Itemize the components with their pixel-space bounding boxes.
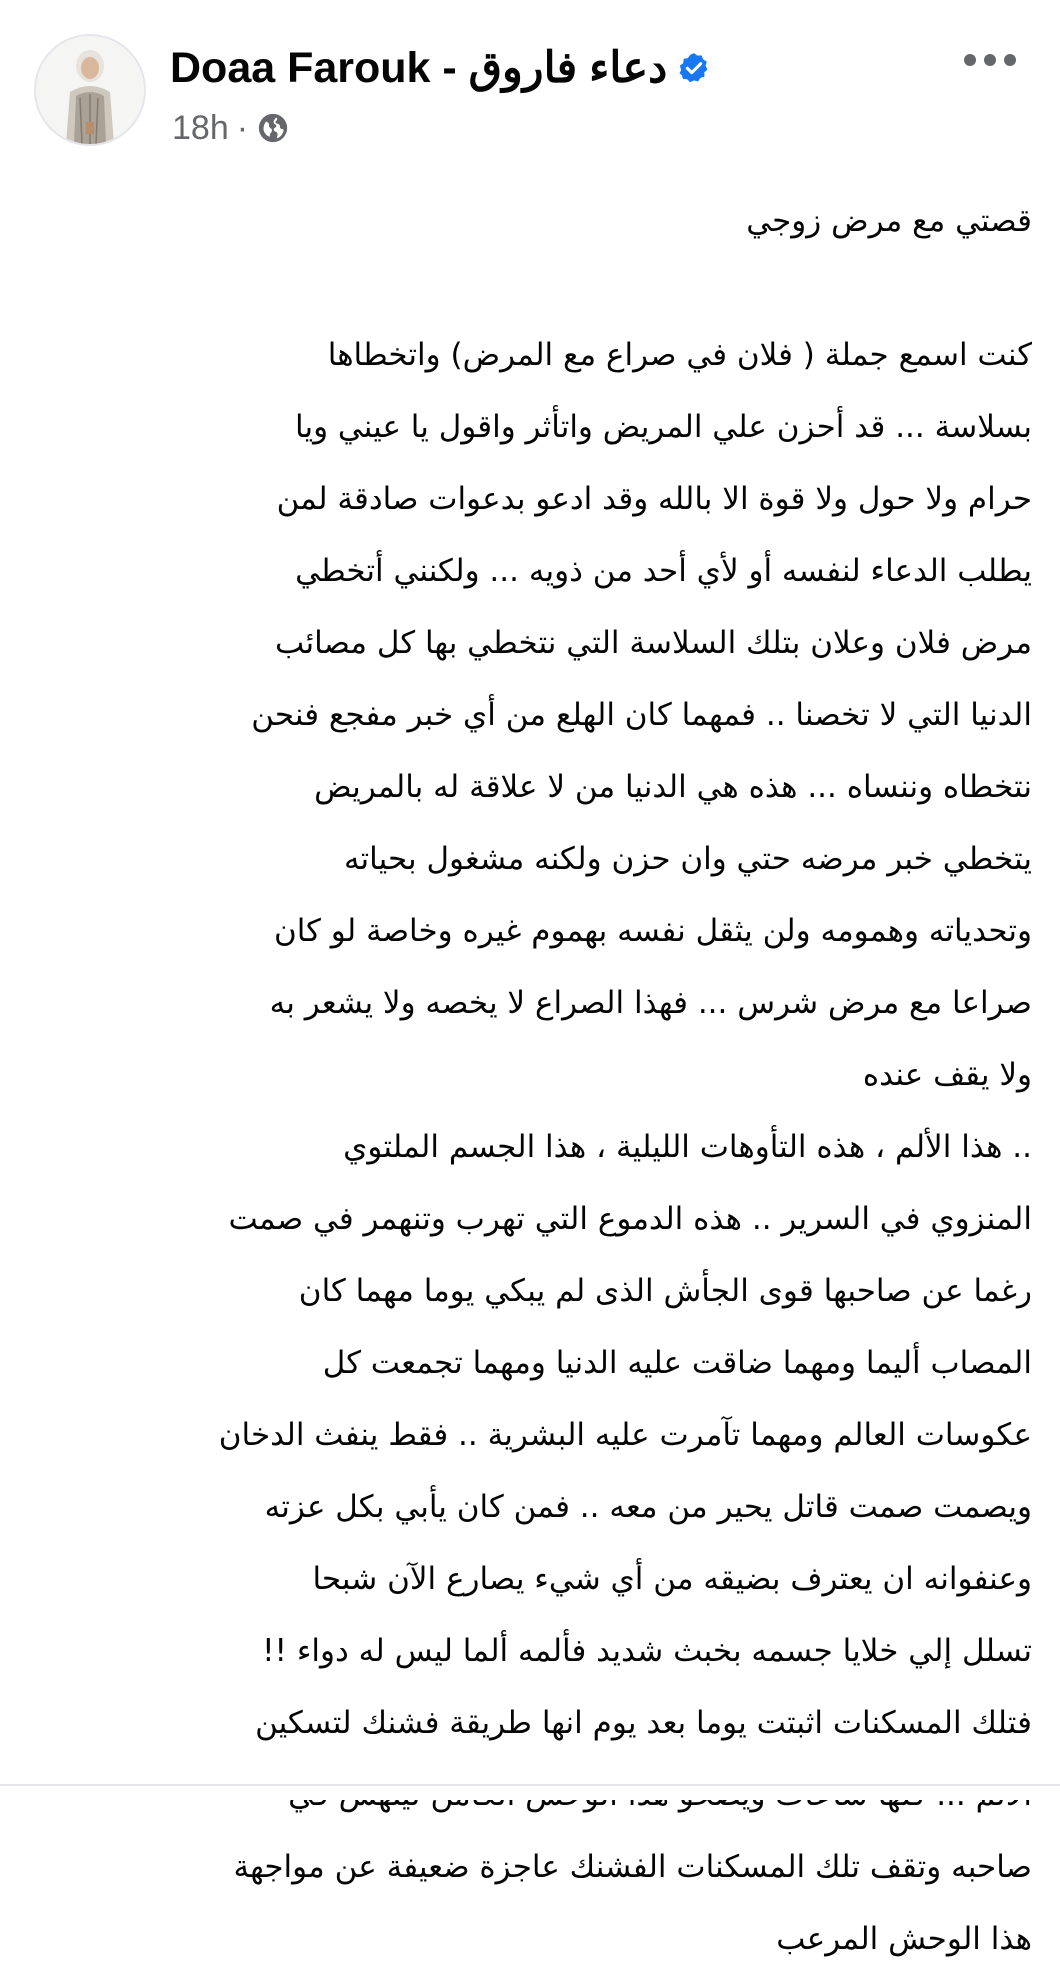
- avatar-portrait-image: [36, 36, 144, 144]
- post-text-line: رغما عن صاحبها قوى الجأش الذى لم يبكي يوما مهما كان: [298, 1273, 1032, 1309]
- more-options-icon: [963, 53, 1017, 67]
- post-text-line: عكوسات العالم ومهما تآمرت عليه البشرية .. فقط ينفث الدخان: [218, 1417, 1032, 1453]
- post-text-line: مرض فلان وعلان بتلك السلاسة التي نتخطي بها كل مصائب: [275, 625, 1032, 661]
- post-text-line: تسلل إلي خلايا جسمه بخبث شديد فألمه ألما ليس له دواء !!: [262, 1633, 1032, 1669]
- more-options-button[interactable]: [955, 40, 1025, 80]
- globe-icon[interactable]: [256, 111, 290, 145]
- post-text-line: الدنيا التي لا تخصنا .. فمهما كان الهلع من أي خبر مفجع فنحن: [251, 697, 1032, 733]
- verified-badge-icon: [677, 51, 711, 85]
- author-line: [170, 40, 711, 96]
- post-body: [40, 185, 1032, 1975]
- post-text-line: ولا يقف عنده: [862, 1057, 1032, 1093]
- post-text-line: المصاب أليما ومهما ضاقت عليه الدنيا ومهما تجمعت كل: [322, 1345, 1032, 1381]
- divider: [0, 1784, 1060, 1786]
- post-text-line: هذا الوحش المرعب: [776, 1921, 1032, 1957]
- post-text-line: يتخطي خبر مرضه حتي وان حزن ولكنه مشغول بحياته: [343, 841, 1032, 877]
- author-name[interactable]: Doaa Farouk - دعاء فاروق: [170, 44, 668, 92]
- post-timestamp[interactable]: 18h: [172, 108, 229, 147]
- post-text-line: نتخطاه وننساه ... هذه هي الدنيا من لا علاقة له بالمريض: [314, 769, 1032, 805]
- post-text-line: .. هذا الألم ، هذه التأوهات الليلية ، هذا الجسم الملتوي: [343, 1129, 1032, 1165]
- post-text-line: فتلك المسكنات اثبتت يوما بعد يوم انها طريقة فشنك لتسكين: [255, 1705, 1032, 1741]
- post-text-line: المنزوي في السرير .. هذه الدموع التي تهرب وتنهمر في صمت: [228, 1201, 1032, 1237]
- post-text-line: حرام ولا حول ولا قوة الا بالله وقد ادعو بدعوات صادقة لمن: [276, 481, 1032, 517]
- post-text-line: بسلاسة ... قد أحزن علي المريض واتأثر واقول يا عيني ويا: [295, 409, 1032, 445]
- post-text-line: ويصمت صمت قاتل يحير من معه .. فمن كان يأبي بكل عزته: [264, 1489, 1032, 1525]
- meta-separator: ·: [236, 108, 249, 147]
- post-text-line: كنت اسمع جملة ( فلان في صراع مع المرض) واتخطاها: [327, 337, 1032, 373]
- post-header: [0, 0, 1060, 160]
- author-avatar[interactable]: [34, 34, 146, 146]
- post-text-line: وعنفوانه ان يعترف بضيقه من أي شيء يصارع الآن شبحا: [312, 1561, 1032, 1597]
- post-meta: [172, 104, 290, 152]
- post-text-line: صراعا مع مرض شرس ... فهذا الصراع لا يخصه ولا يشعر به: [269, 985, 1032, 1021]
- post-title: قصتي مع مرض زوجي: [746, 203, 1032, 239]
- post-text-line: صاحبه وتقف تلك المسكنات الفشنك عاجزة ضعيفة عن مواجهة: [233, 1849, 1032, 1885]
- post-text-line: يطلب الدعاء لنفسه أو لأي أحد من ذويه ... ولكنني أتخطي: [295, 553, 1032, 589]
- post-text-line: وتحدياته وهمومه ولن يثقل نفسه بهموم غيره وخاصة لو كان: [273, 913, 1032, 949]
